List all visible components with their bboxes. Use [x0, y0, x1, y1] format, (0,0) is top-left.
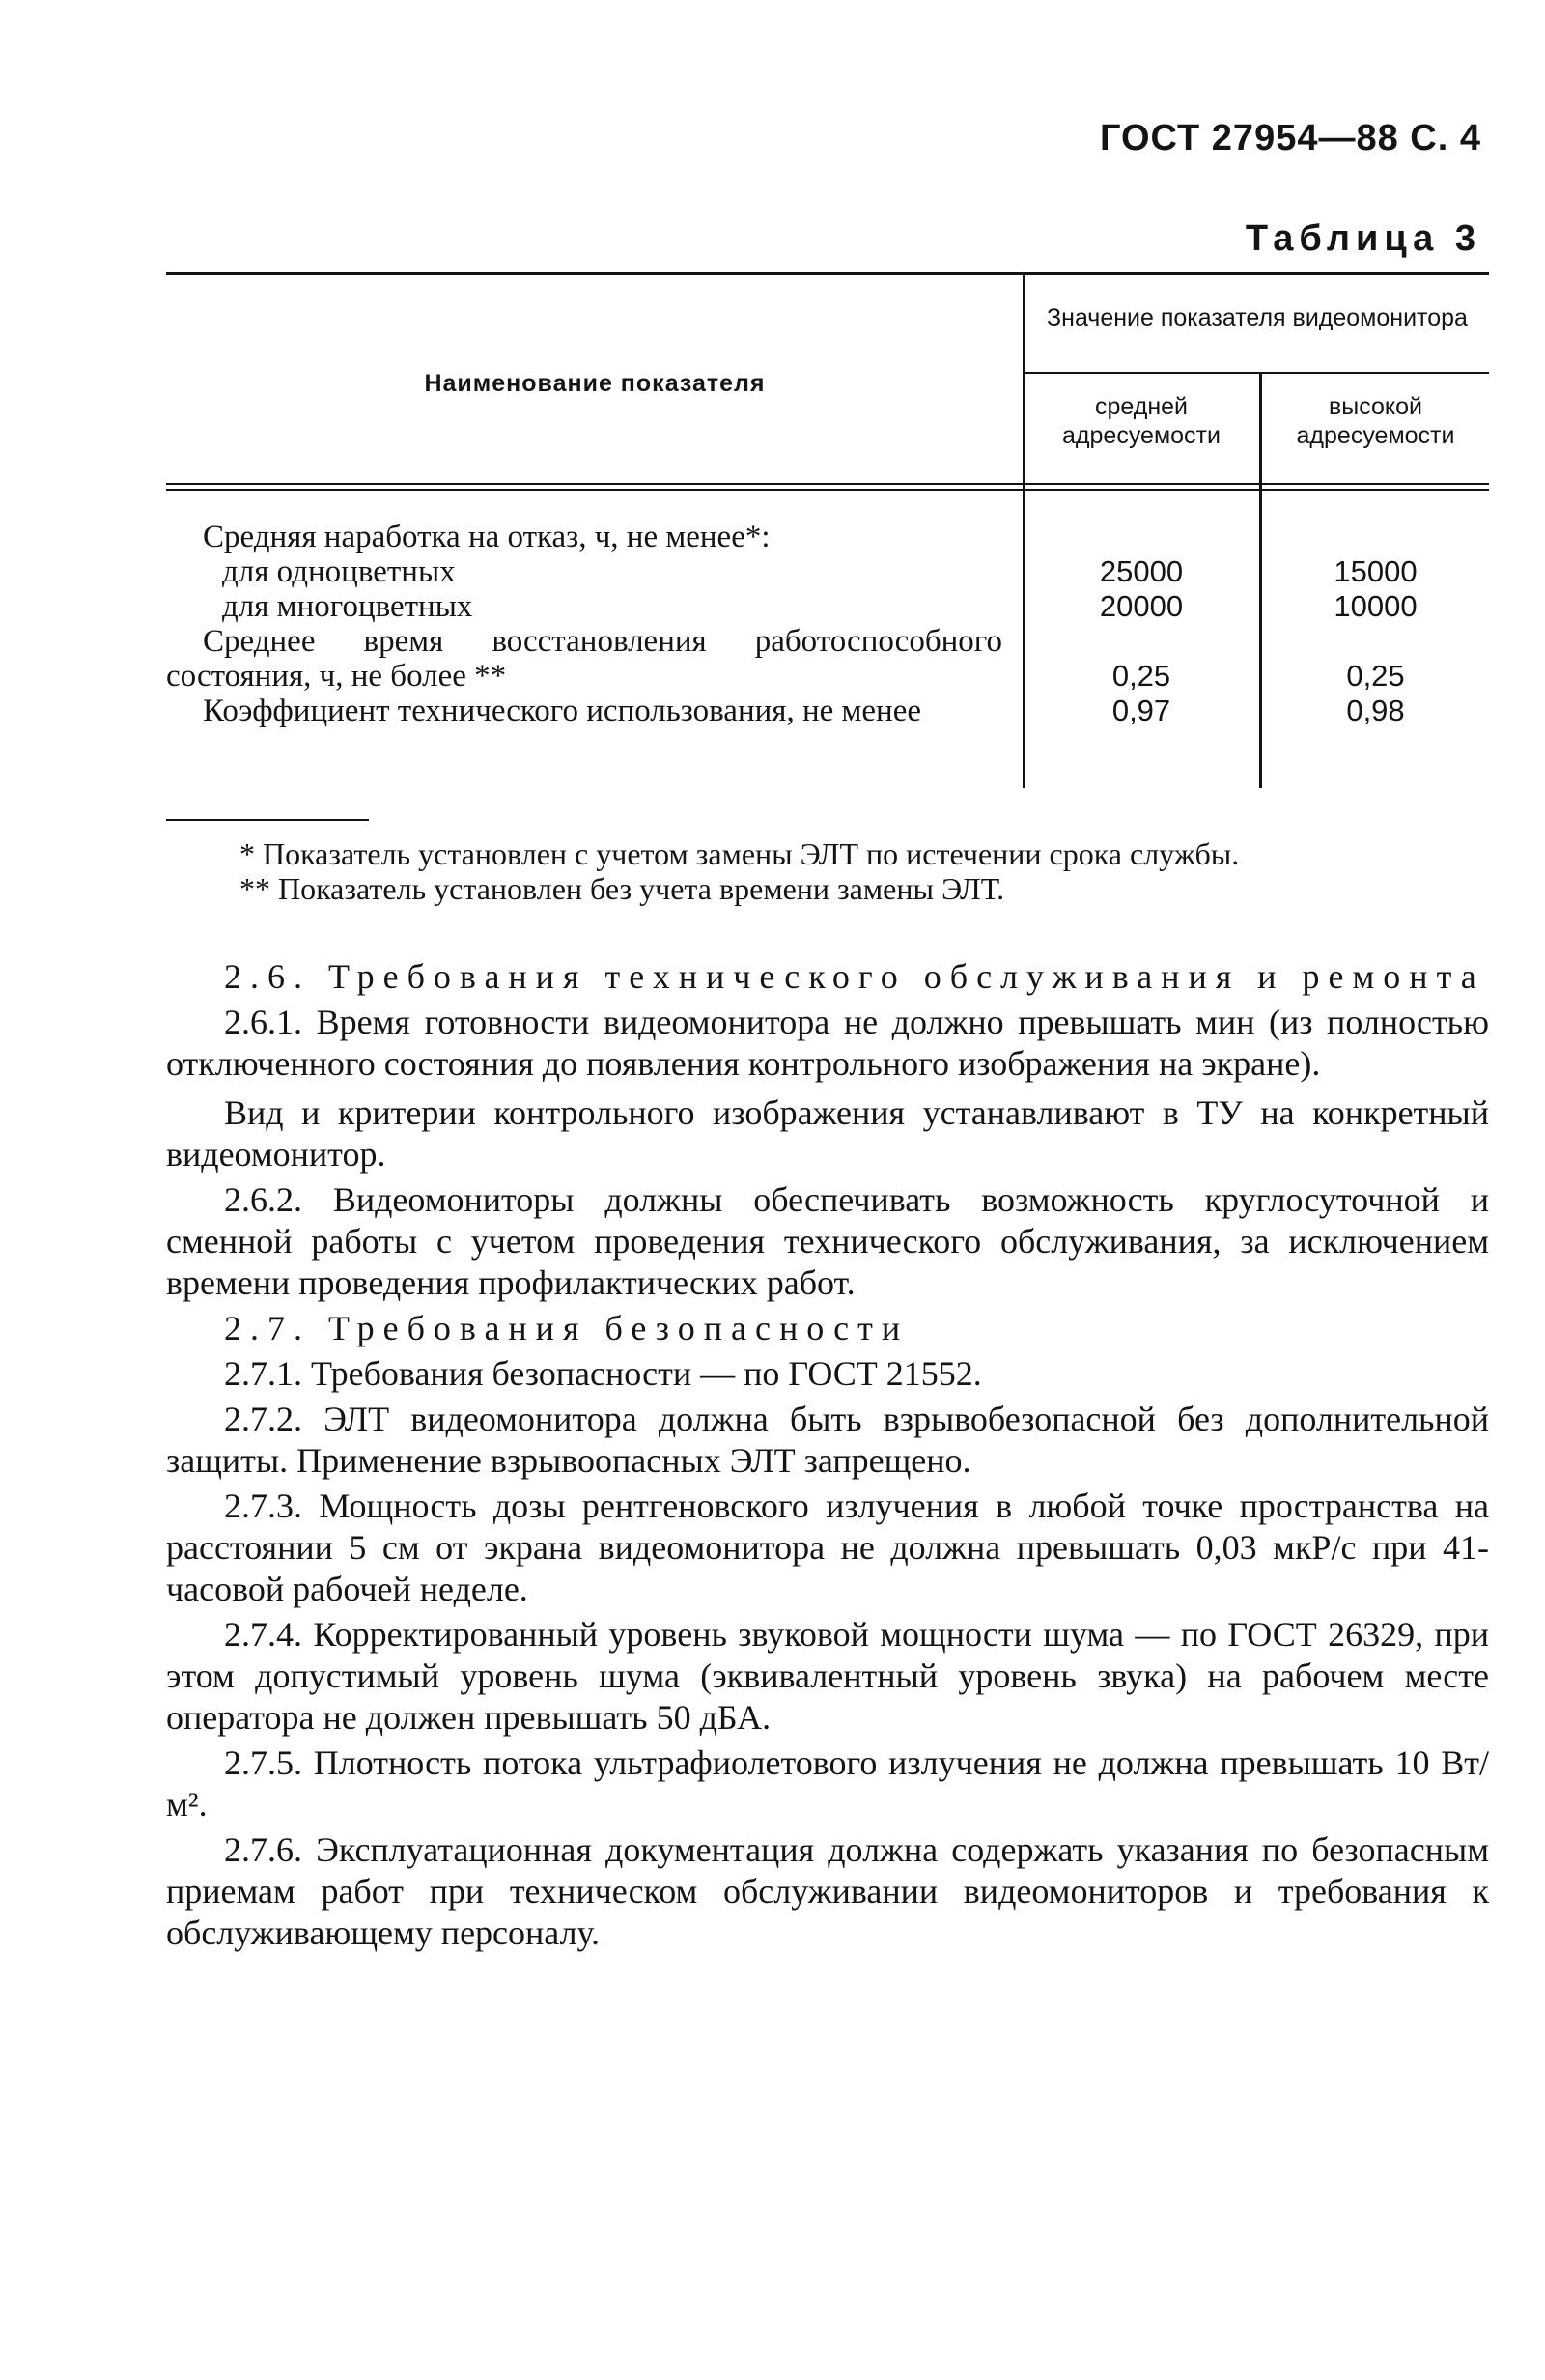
- table-row: [166, 624, 1489, 694]
- column-header-name: Наименование показателя: [424, 370, 766, 397]
- row-name: для многоцветных: [222, 589, 473, 624]
- footnote: ** Показатель установлен без учета времени замены ЭЛТ.: [239, 871, 1005, 906]
- table-row: [166, 589, 1489, 624]
- table-row: [166, 694, 1489, 728]
- paragraph: 2.6.2. Видеомониторы должны обеспечивать возможность круглосуточной и сменной работы с учетом проведения технического обслуживания, за исключением времени проведения профилактических работ.: [166, 1180, 1489, 1302]
- paragraph: 2.7.5. Плотность потока ультрафиолетового излучения не должна превышать 10 Вт/м².: [166, 1743, 1489, 1824]
- paragraph: 2.7.2. ЭЛТ видеомонитора должна быть взрывобезопасной без дополнительной защиты. Применение взрывоопасных ЭЛТ запрещено.: [166, 1400, 1489, 1480]
- section-heading: 2.7. Требования безопасности: [224, 1309, 910, 1347]
- row-value-high: 0,25: [1346, 659, 1405, 693]
- footnote-rule: [166, 819, 369, 821]
- row-value-medium: 0,25: [1111, 659, 1171, 693]
- footnote: * Показатель установлен с учетом замены ЭЛТ по истечении срока службы.: [239, 836, 1240, 871]
- table-row: [166, 554, 1489, 589]
- row-name: для одноцветных: [222, 554, 456, 589]
- table-row: [166, 520, 1489, 554]
- table-3: [166, 267, 1489, 788]
- paragraph: 2.7.6. Эксплуатационная документация должна содержать указания по безопасным приемам работ при техническом обслуживании видеомониторов и требования к обслуживающему персоналу.: [166, 1830, 1489, 1952]
- body-text: [166, 956, 1489, 1958]
- header-bottom-rule-2: [166, 489, 1489, 491]
- paragraph: 2.6.1. Время готовности видеомонитора не должно превышать мин (из полностью отключенного состояния до появления контрольного изображения на экране).: [166, 1003, 1489, 1083]
- row-value-high: 15000: [1334, 554, 1418, 588]
- subheader-rule: [1025, 372, 1489, 374]
- row-value-high: 0,98: [1346, 694, 1405, 727]
- row-value-medium: 20000: [1099, 589, 1184, 623]
- row-name: Среднее время восстановления работоспособного состояния, ч, не более **: [166, 624, 1002, 694]
- row-value-medium: 25000: [1099, 554, 1184, 588]
- footnotes: [166, 836, 1489, 906]
- row-name: Средняя наработка на отказ, ч, не менее*:: [203, 520, 771, 554]
- paragraph: 2.7.1. Требования безопасности — по ГОСТ 21552.: [224, 1354, 982, 1393]
- header-bottom-rule: [166, 483, 1489, 485]
- row-name: Коэффициент технического использования, не менее: [203, 694, 921, 728]
- column-header-value-group: Значение показателя видеомонитора: [1047, 304, 1468, 331]
- row-value-medium: 0,97: [1111, 694, 1171, 727]
- paragraph: 2.7.3. Мощность дозы рентгеновского излучения в любой точке пространства на расстоянии 5 см от экрана видеомонитора не должна превышать 0,03 мкР/с при 41-часовой рабочей неделе.: [166, 1487, 1489, 1608]
- table-top-rule: [166, 272, 1489, 275]
- page-header: ГОСТ 27954—88 С. 4: [1099, 118, 1481, 158]
- row-value-high: 10000: [1334, 589, 1418, 623]
- column-header-medium: средней адресуемости: [1062, 393, 1221, 449]
- paragraph: Вид и критерии контрольного изображения устанавливают в ТУ на конкретный видеомонитор.: [166, 1093, 1489, 1174]
- paragraph: 2.7.4. Корректированный уровень звуковой мощности шума — по ГОСТ 26329, при этом допустимый уровень шума (эквивалентный уровень звука) на рабочем месте оператора не должен превышать 50 дБА.: [166, 1615, 1489, 1737]
- table-body: [166, 520, 1489, 728]
- section-heading: 2.6. Требования технического обслуживания и ремонта: [224, 957, 1485, 996]
- table-caption: Таблица 3: [1245, 218, 1481, 259]
- column-header-high: высокой адресуемости: [1296, 393, 1455, 449]
